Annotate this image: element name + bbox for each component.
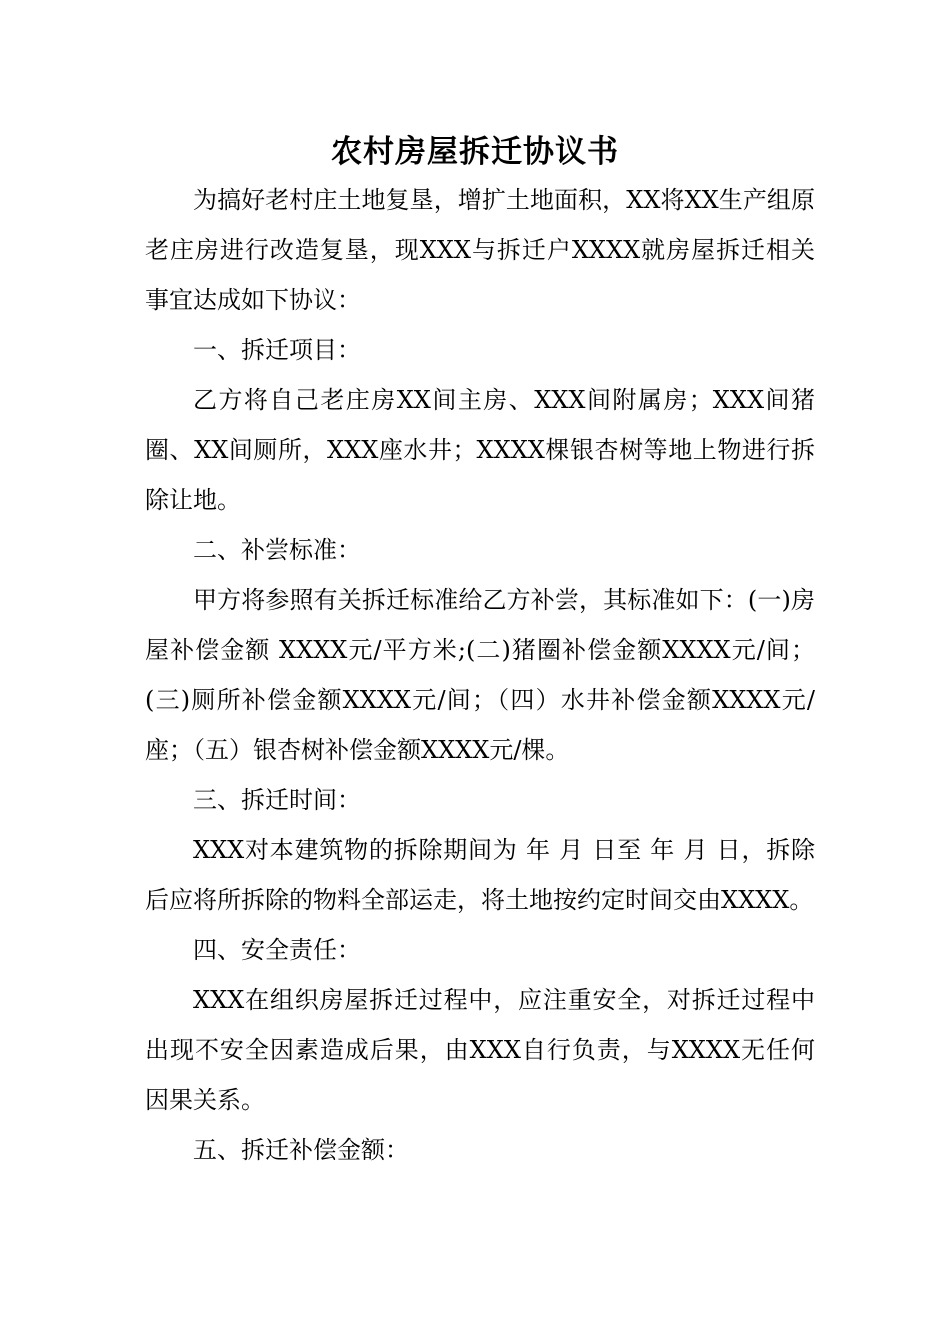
document-title: 农村房屋拆迁协议书 <box>331 134 619 170</box>
document-body <box>145 175 815 1175</box>
section-heading-compensation-standard: 二、补尝标准： <box>193 536 361 564</box>
section-heading-demolition-time: 三、拆迁时间： <box>193 786 361 814</box>
demolition-time-paragraph: XXX对本建筑物的拆除期间为 年 月 日至 年 月 日，拆除后应将所拆除的物料全部运走，将土地按约定时间交由XXXX。 <box>145 836 815 914</box>
section-heading-compensation-amount: 五、拆迁补偿金额： <box>193 1136 409 1164</box>
section-heading-safety: 四、安全责任： <box>193 936 361 964</box>
safety-paragraph: XXX在组织房屋拆迁过程中，应注重安全，对拆迁过程中出现不安全因素造成后果，由XXX自行负责，与XXXX无任何因果关系。 <box>145 986 815 1114</box>
intro-paragraph: 为搞好老村庄土地复垦，增扩土地面积，XX将XX生产组原老庄房进行改造复垦，现XXX与拆迁户XXXX就房屋拆迁相关事宜达成如下协议： <box>145 186 815 314</box>
section-heading-project: 一、拆迁项目： <box>193 336 361 364</box>
compensation-standard-paragraph: 甲方将参照有关拆迁标准给乙方补尝，其标准如下：(一)房屋补偿金额 XXXX元/平方米;(二)猪圈补偿金额XXXX元/间；(三)厕所补偿金额XXXX元/间；（四）水井补偿金额XXXX元/座；（五）银杏树补偿金额XXXX元/棵。 <box>145 586 815 764</box>
project-paragraph: 乙方将自己老庄房XX间主房、XXX间附属房；XXX间猪圈、XX间厕所，XXX座水井；XXXX棵银杏树等地上物进行拆除让地。 <box>145 386 815 514</box>
